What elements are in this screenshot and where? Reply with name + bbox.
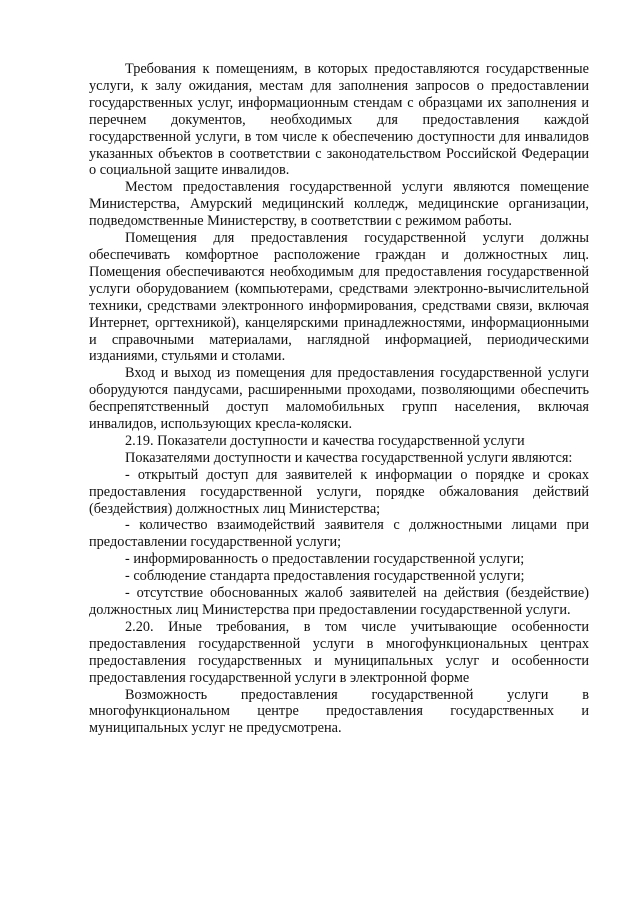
section-heading-2-19: 2.19. Показатели доступности и качества государственной услуги xyxy=(125,432,525,449)
section-heading-2-20: 2.20. Иные требования, в том числе учитывающие особенности предоставления государственной услуги в многофункциональных центрах предоставления государственных и муниципальных услуг и особенности предоставления государственной услуги в электронной форме xyxy=(89,618,589,686)
paragraph-mfc-not-provided: Возможность предоставления государственной услуги в многофункциональном центре предоставления государственных и муниципальных услуг не предусмотрена. xyxy=(89,686,589,737)
list-item-no-complaints: - отсутствие обоснованных жалоб заявителей на действия (бездействие) должностных лиц Министерства при предоставлении государственной услуги. xyxy=(89,585,589,618)
list-item-awareness: - информированность о предоставлении государственной услуги; xyxy=(125,551,525,568)
list-item-standard-compliance: - соблюдение стандарта предоставления государственной услуги; xyxy=(125,568,525,585)
paragraph-premises-requirements: Требования к помещениям, в которых предоставляются государственные услуги, к залу ожидания, местам для заполнения запросов о предоставлении государственных услуг, информационным стендам с образцами их заполнения и перечнем документов, необходимых для предоставления каждой государственной услуги, в том числе к обеспечению доступности для инвалидов указанных объектов в соответствии с законодательством Российской Федерации о социальной защите инвалидов. xyxy=(89,61,589,179)
paragraph-place-of-service: Местом предоставления государственной услуги являются помещение Министерства, Амурский медицинский колледж, медицинские организации, подведомственные Министерству, в соответствии с режимом работы. xyxy=(89,179,589,230)
list-item-interactions-count: - количество взаимодействий заявителя с должностными лицами при предоставлении государственной услуги; xyxy=(89,517,589,551)
paragraph-premises-equipment: Помещения для предоставления государственной услуги должны обеспечивать комфортное расположение граждан и должностных лиц. Помещения обеспечиваются необходимым для предоставления государственной услуги оборудованием (компьютерами, средствами электронно-вычислительной техники, средствами электронного информирования, средствами связи, включая Интернет, оргтехникой), канцелярскими принадлежностями, информационными и справочными материалами, наглядной информацией, периодическими изданиями, стульями и столами. xyxy=(89,230,589,365)
paragraph-entrance-exit: Вход и выход из помещения для предоставления государственной услуги оборудуются пандусами, расширенными проходами, позволяющими обеспечить беспрепятственный доступ маломобильных групп населения, включая инвалидов, использующих кресла-коляски. xyxy=(89,365,589,433)
paragraph-indicators-intro: Показателями доступности и качества государственной услуги являются: xyxy=(125,449,573,466)
document-body xyxy=(89,61,589,737)
list-item-open-access: - открытый доступ для заявителей к информации о порядке и сроках предоставления государственной услуги, порядке обжалования действий (бездействия) должностных лиц Министерства; xyxy=(89,466,589,517)
